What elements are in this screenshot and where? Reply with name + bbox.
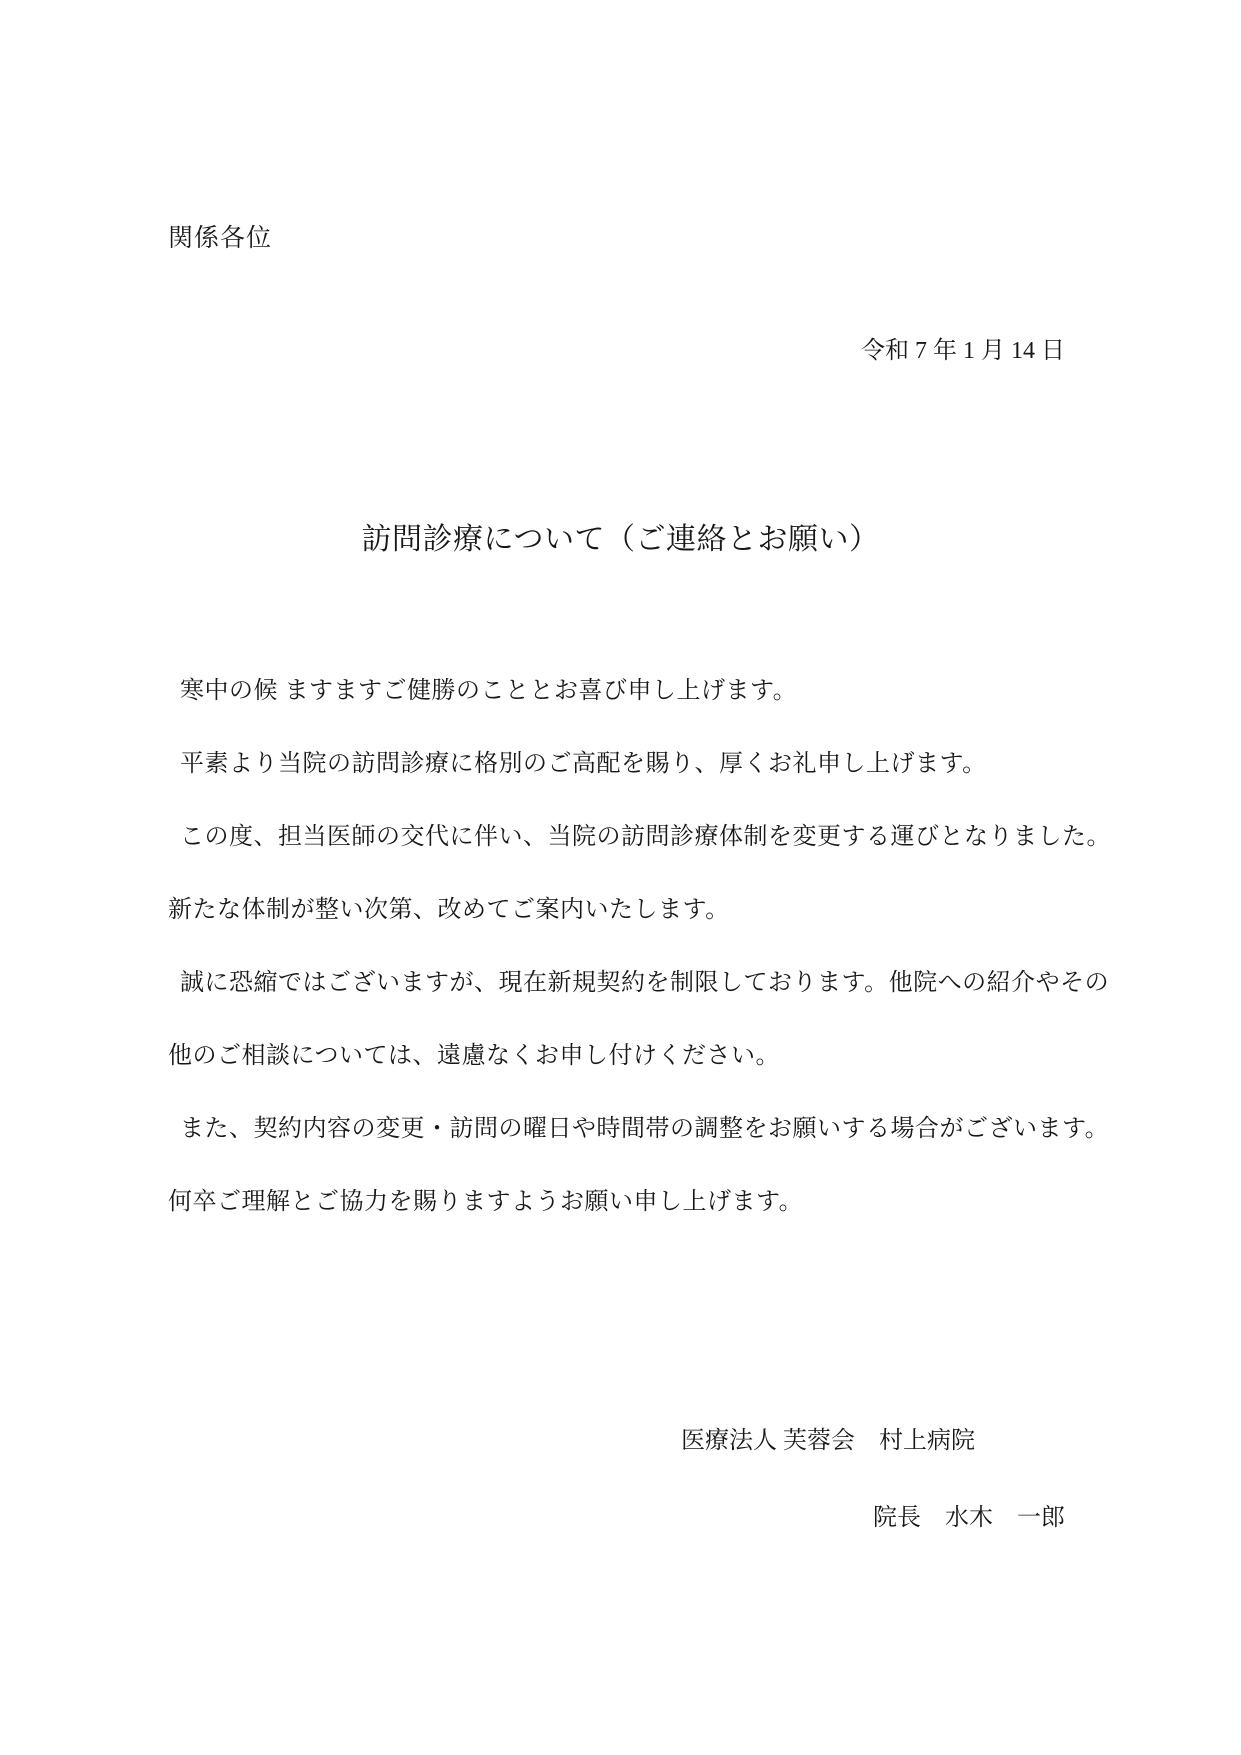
signature-organization: 医療法人 芙蓉会 村上病院 [681, 1428, 975, 1454]
letter-body [168, 676, 1111, 1260]
body-line: この度、担当医師の交代に伴い、当院の訪問診療体制を変更する運びとなりました。 [180, 824, 1111, 850]
document-title: 訪問診療について（ご連絡とお願い） [361, 523, 880, 556]
body-line: 誠に恐縮ではございますが、現在新規契約を制限しております。他院への紹介やその [180, 970, 1110, 996]
body-line: 平素より当院の訪問診療に格別のご高配を賜り、厚くお礼申し上げます。 [180, 751, 987, 777]
date-line: 令和 7 年 1 月 14 日 [861, 338, 1065, 364]
body-line: 新たな体制が整い次第、改めてご案内いたします。 [168, 897, 730, 923]
body-line: また、契約内容の変更・訪問の曜日や時間帯の調整をお願いする場合がございます。 [180, 1116, 1110, 1142]
recipient-line: 関係各位 [168, 225, 273, 252]
body-line: 何卒ご理解とご協力を賜りますようお願い申し上げます。 [168, 1189, 804, 1215]
body-line: 他のご相談については、遠慮なくお申し付けください。 [168, 1043, 781, 1069]
body-line: 寒中の候 ますますご健勝のこととお喜び申し上げます。 [180, 678, 798, 704]
signature-signer: 院長 水木 一郎 [873, 1505, 1065, 1531]
